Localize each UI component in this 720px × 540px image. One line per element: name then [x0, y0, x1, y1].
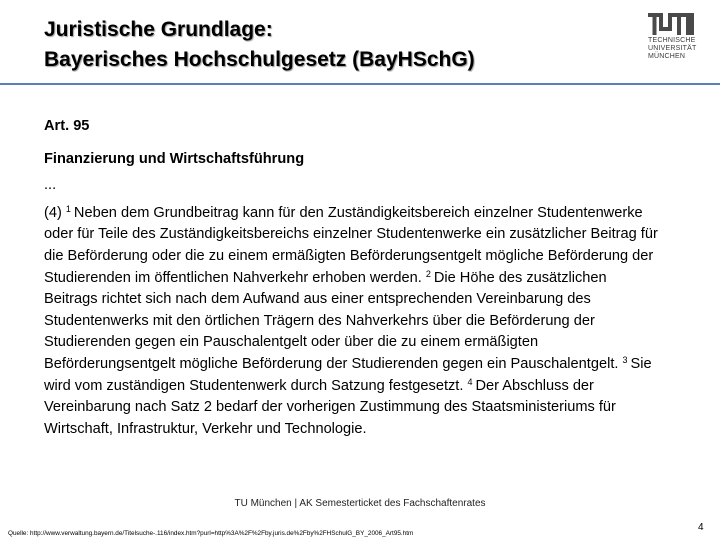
omission-marker: ... [44, 177, 57, 194]
sentence-number: 1 [65, 203, 71, 214]
tum-logo-text [648, 37, 697, 61]
tum-logo [648, 13, 697, 61]
logo-text-line: UNIVERSITÄT [648, 45, 697, 52]
page-number: 4 [698, 522, 704, 533]
slide-title [44, 15, 604, 75]
article-heading: Finanzierung und Wirtschaftsführung [44, 150, 305, 167]
footer-text: TU München | AK Semesterticket des Fachschaftenrates [234, 498, 486, 509]
source-link[interactable]: Quelle: http://www.verwaltung.bayern.de/Titelsuche-.116/index.htm?purl=http%3A%2F%2Fby.juris.de%2Fby%2FHSchulG_BY_2006_Art95.htm [8, 530, 414, 537]
sentence-text: Die Höhe des zusätzlichen Beitrags richtet sich nach dem Aufwand aus einer entsprechenden Vereinbarung des Studentenwerks mit den örtlichen Trägern des Nahverkehrs über die Beförderung der Studierenden gegen ein Pauschalentgelt oder über die zu einem ermäßigten Beförderungsentgelt mögliche Beförderung der Studierenden gegen ein Pauschalentgelt. [44, 269, 623, 372]
sentence-number: 4 [467, 376, 473, 387]
sentence-text: Sie wird vom zuständigen Studentenwerk durch Satzung festgesetzt. [44, 355, 652, 394]
sentence-number: 2 [425, 268, 431, 279]
paragraph-4 [44, 203, 664, 441]
sentence-number: 3 [622, 354, 628, 365]
logo-text-line: TECHNISCHE [648, 37, 696, 44]
article-number: Art. 95 [44, 118, 90, 134]
slide-body [44, 116, 664, 440]
title-divider [0, 83, 720, 85]
tum-logo-mark [648, 13, 694, 35]
sentence-text: Der Abschluss der Vereinbarung nach Satz 2 bedarf der vorherigen Zustimmung des Staatsministeriums für Wirtschaft, Infrastruktur, Verkehr und Technologie. [44, 377, 616, 437]
paragraph-label: (4) [44, 204, 62, 221]
title-line-1: Juristische Grundlage: [44, 18, 273, 41]
sentence-text: Neben dem Grundbeitrag kann für den Zuständigkeitsbereich einzelner Studentenwerke oder für Teile des Zuständigkeitsbereichs einzelner Studentenwerke ein zusätzlicher Beitrag für die Beförderung oder die zu einem ermäßigten Beförderungsentgelt mögliche Beförderung der Studierenden im öffentlichen Nahverkehr erhoben werden. [44, 204, 658, 286]
logo-text-line: MÜNCHEN [648, 53, 686, 60]
title-line-2: Bayerisches Hochschulgesetz (BayHSchG) [44, 48, 475, 71]
